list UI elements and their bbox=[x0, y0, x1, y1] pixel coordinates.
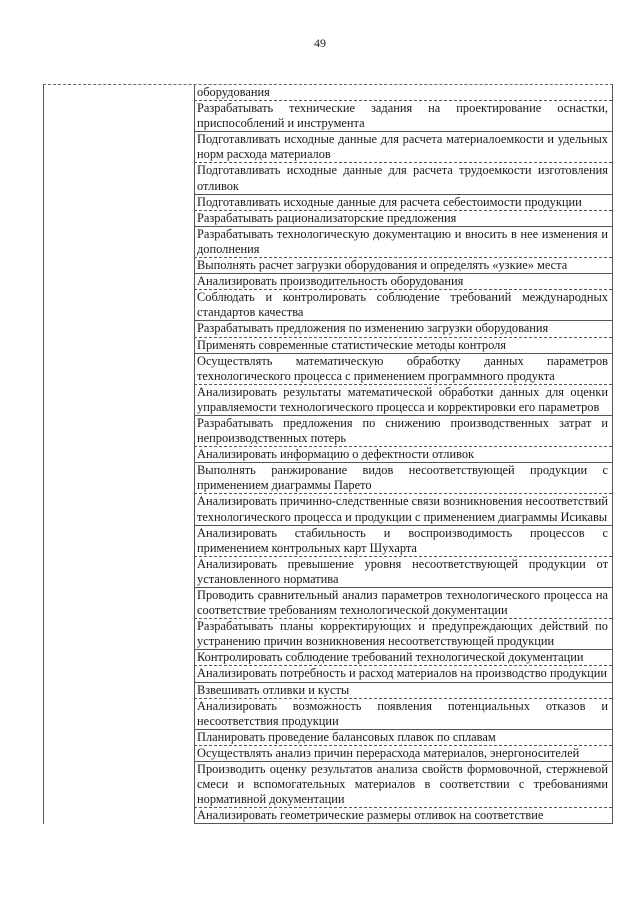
table-row: Разрабатывать технологическую документацию и вносить в нее изменения и дополнения bbox=[194, 227, 612, 258]
table-right-column bbox=[194, 85, 613, 824]
table-row: Проводить сравнительный анализ параметров технологического процесса на соответствие требованиям технологической документации bbox=[194, 588, 612, 619]
table-row: Анализировать стабильность и воспроизводимость процессов с применением контрольных карт Шухарта bbox=[194, 526, 612, 557]
table-row: Взвешивать отливки и кусты bbox=[194, 683, 612, 699]
table-row: Разрабатывать рационализаторские предложения bbox=[194, 211, 612, 227]
table-row: Подготавливать исходные данные для расчета трудоемкости изготовления отливок bbox=[194, 163, 612, 194]
table-row: Планировать проведение балансовых плавок по сплавам bbox=[194, 730, 612, 746]
table-row: Подготавливать исходные данные для расчета себестоимости продукции bbox=[194, 195, 612, 211]
table-row: Анализировать результаты математической обработки данных для оценки управляемости технологического процесса и корректировки его параметров bbox=[194, 385, 612, 416]
table-row: Анализировать информацию о дефектности отливок bbox=[194, 447, 612, 463]
table-row: Выполнять ранжирование видов несоответствующей продукции с применением диаграммы Парето bbox=[194, 463, 612, 494]
table-row: Разрабатывать планы корректирующих и предупреждающих действий по устранению причин возникновения несоответствующей продукции bbox=[194, 619, 612, 650]
table-row: Выполнять расчет загрузки оборудования и определять «узкие» места bbox=[194, 258, 612, 274]
table-row: Анализировать потребность и расход материалов на производство продукции bbox=[194, 666, 612, 682]
requirements-table bbox=[43, 84, 613, 824]
table-row: Производить оценку результатов анализа свойств формовочной, стержневой смеси и вспомогательных материалов в соответствии с требованиями нормативной документации bbox=[194, 762, 612, 808]
table-row: Разрабатывать предложения по изменению загрузки оборудования bbox=[194, 321, 612, 337]
table-row: Анализировать производительность оборудования bbox=[194, 274, 612, 290]
table-row: Осуществлять математическую обработку данных параметров технологического процесса с применением программного продукта bbox=[194, 354, 612, 385]
table-row: Соблюдать и контролировать соблюдение требований международных стандартов качества bbox=[194, 290, 612, 321]
page-number: 49 bbox=[314, 36, 326, 50]
table-left-column bbox=[43, 85, 195, 824]
table-row: Разрабатывать технические задания на проектирование оснастки, приспособлений и инструмента bbox=[194, 101, 612, 132]
table-row: оборудования bbox=[194, 85, 612, 101]
table-row: Анализировать причинно-следственные связи возникновения несоответствий технологического процесса и продукции с применением диаграммы Исикавы bbox=[194, 494, 612, 525]
table-row: Разрабатывать предложения по снижению производственных затрат и непроизводственных потерь bbox=[194, 416, 612, 447]
table-row: Контролировать соблюдение требований технологической документации bbox=[194, 650, 612, 666]
table-row: Осуществлять анализ причин перерасхода материалов, энергоносителей bbox=[194, 746, 612, 762]
table-row: Подготавливать исходные данные для расчета материалоемкости и удельных норм расхода материалов bbox=[194, 132, 612, 163]
table-row: Анализировать геометрические размеры отливок на соответствие bbox=[194, 808, 612, 824]
table-row: Анализировать превышение уровня несоответствующей продукции от установленного норматива bbox=[194, 557, 612, 588]
table-row: Применять современные статистические методы контроля bbox=[194, 338, 612, 354]
table-row: Анализировать возможность появления потенциальных отказов и несоответствия продукции bbox=[194, 699, 612, 730]
